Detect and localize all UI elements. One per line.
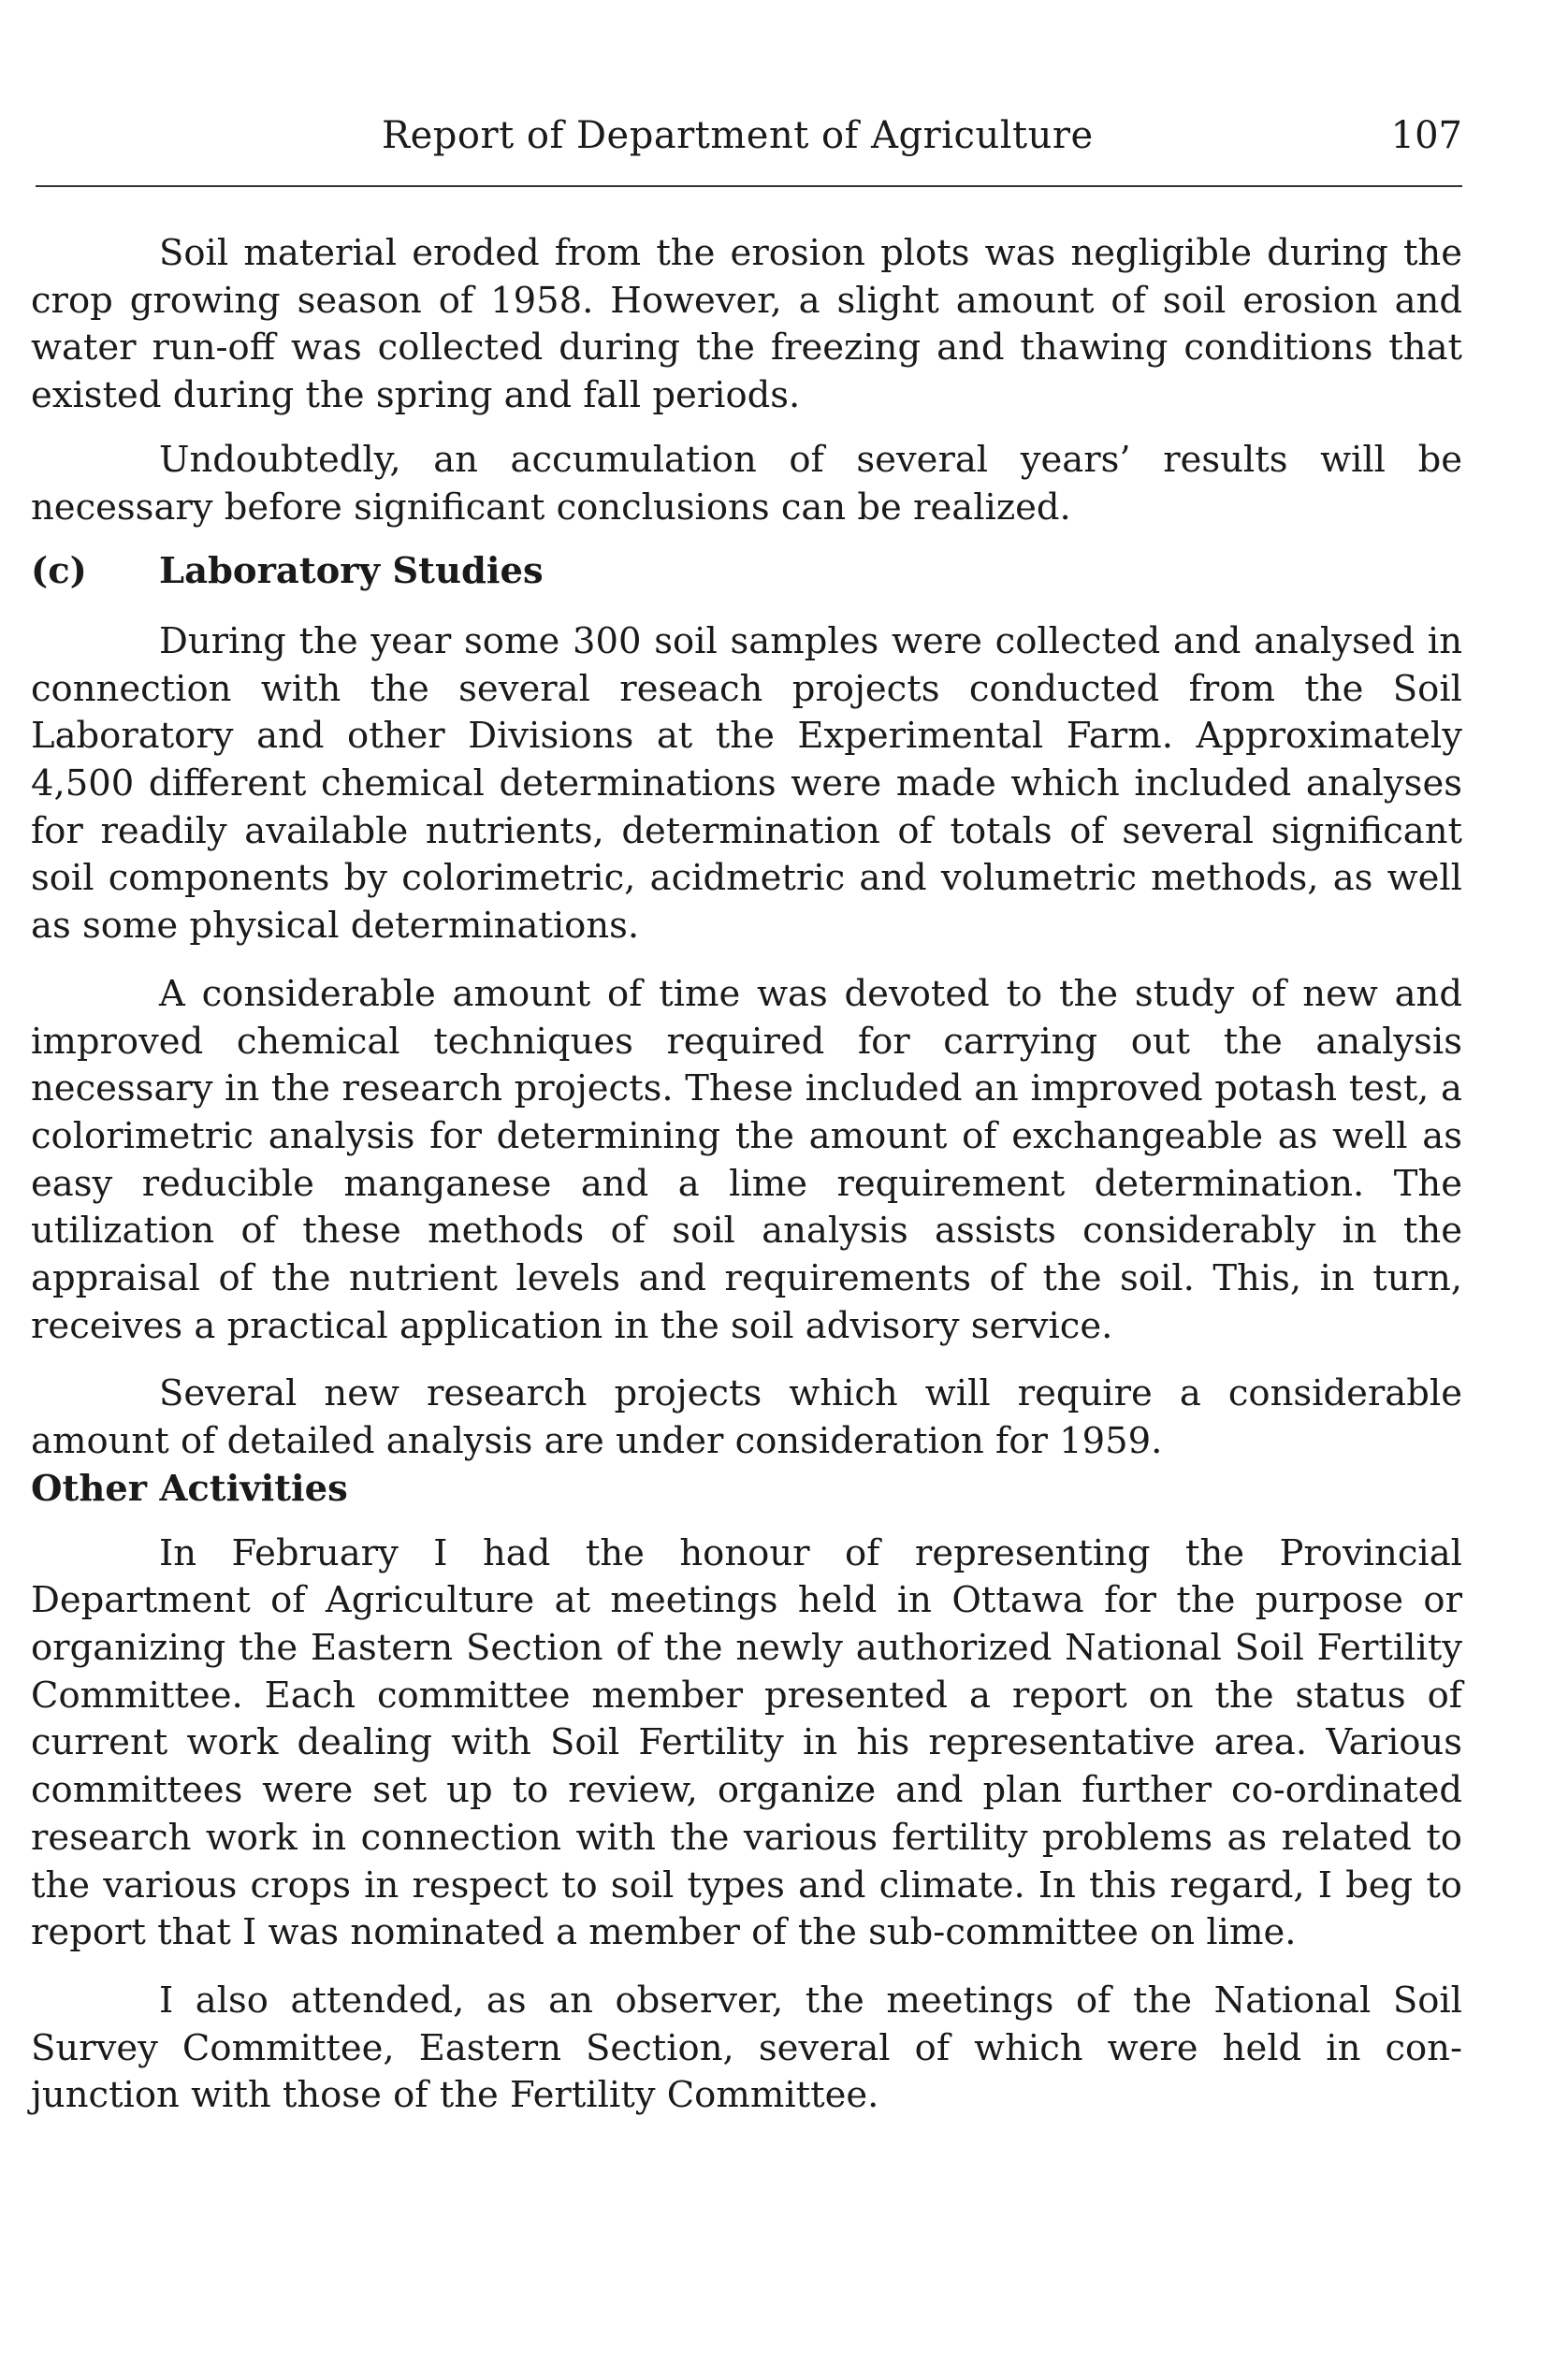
header-rule — [36, 185, 1462, 187]
paragraph-erosion-results: Soil material eroded from the erosion plots was negligible during the crop growing season of 1958. However, a slight amount of soil erosion and water run-off was collected during the freezing and thawing conditions that existed during the spring and fall periods. — [31, 232, 1462, 417]
running-title: Report of Department of Agriculture — [382, 114, 1094, 157]
paragraph-ottawa-meetings: In February I had the honour of representing the Provincial Department of Agriculture at meetings held in Ottawa for the purpose or organizing the Eastern Section of the newly authorized National Soil Fertility Committee. Each committee member presented a report on the status of current work dealing with Soil Fertility in his representative area. Various committees were set up to review, organize and plan further co-ordinated research work in connection with the various fertility problems as related to the various crops in respect to soil types and climate. In this regard, I beg to report that I was nominated a member of the sub-committee on lime. — [31, 1531, 1462, 1954]
paragraph-accumulation: Undoubtedly, an accumulation of several years’ results will be necessary before significant conclusions can be realized. — [31, 438, 1462, 529]
section-title: Laboratory Studies — [159, 550, 544, 593]
paragraph-soil-samples: During the year some 300 soil samples were collected and analysed in connection with the several reseach projects conducted from the Soil Laboratory and other Divisions at the Experimental Farm. Approximately 4,500 different chemical determinations were made which included analyses for readily available nutrients, determination of totals of several significant soil components by colorimetric, acidmetric and volumetric methods, as well as some physical determinations. — [31, 619, 1462, 948]
running-header — [31, 114, 1462, 167]
section-heading-other-activities: Other Activities — [31, 1467, 348, 1510]
section-marker: (c) — [31, 550, 87, 593]
paragraph-observer: I also attended, as an observer, the meetings of the National Soil Survey Committee, Eastern Section, several of which were held in conjunction with those of the Fertility Committee. — [31, 1979, 1462, 2117]
section-heading-laboratory — [31, 548, 1462, 596]
body-text — [31, 230, 1462, 2120]
page-number: 107 — [1390, 114, 1462, 157]
paragraph-new-projects: Several new research projects which will require a considerable amount of detailed analysis are under consideration for 1959. — [31, 1372, 1462, 1463]
paragraph-chemical-techniques: A considerable amount of time was devoted to the study of new and improved chemical techniques required for carrying out the analysis necessary in the research projects. These included an improved potash test, a colorimetric analysis for determining the amount of exchangeable as well as easy reducible manganese and a lime requirement determination. The utilization of these methods of soil analysis assists considerably in the appraisal of the nutrient levels and requirements of the soil. This, in turn, receives a practical application in the soil advisory service. — [31, 972, 1462, 1347]
